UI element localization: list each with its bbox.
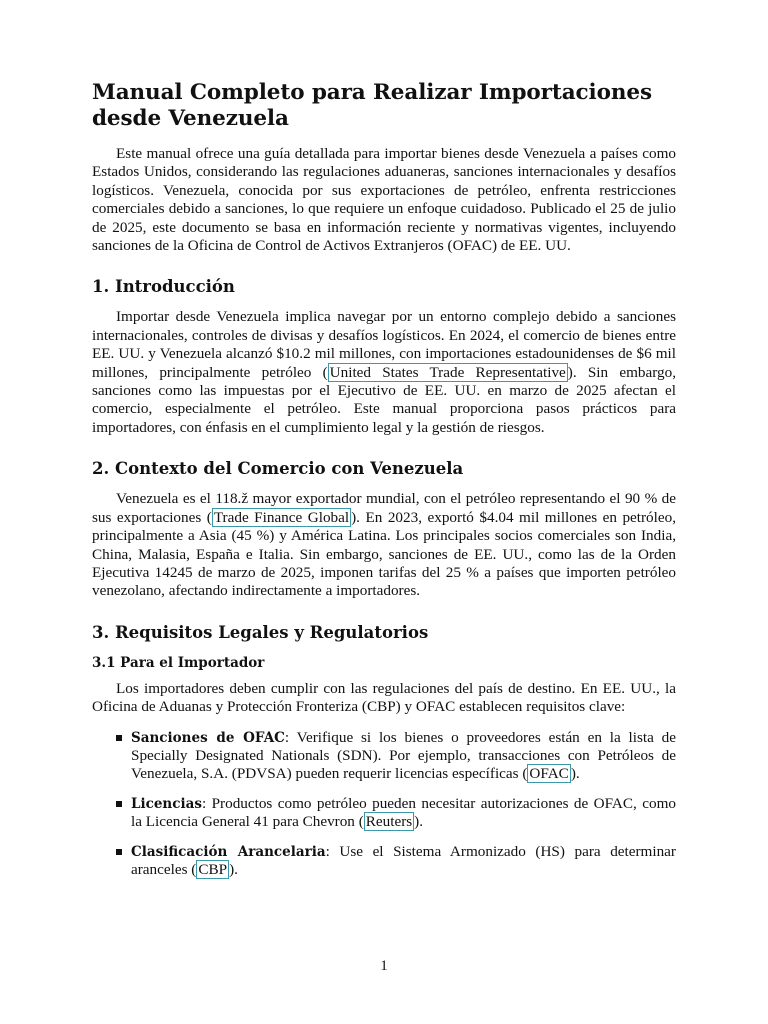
list-item — [92, 729, 676, 784]
section-1-text-b: ). Sin embargo, sanciones como las impuestas por el Ejecutivo de EE. UU. en marzo de 2025 afectan el comercio, especialmente el petróleo. Este manual proporciona pasos prácticos para importadores, con énfasis en el cumplimiento legal y la gestión de riesgos. — [92, 363, 676, 436]
list-item-term: Clasificación Arancelaria — [131, 843, 326, 860]
intro-paragraph: Este manual ofrece una guía detallada para importar bienes desde Venezuela a países como Estados Unidos, considerando las regulaciones aduaneras, sanciones internacionales y desafíos logísticos. Venezuela, conocida por sus exportaciones de petróleo, enfrenta restricciones comerciales debido a sanciones, lo que requiere un enfoque cuidadoso. Publicado el 25 de julio de 2025, este documento se basa en información reciente y normativas vigentes, incluyendo sanciones de la Oficina de Control de Activos Extranjeros (OFAC) de EE. UU. — [92, 145, 676, 255]
requirements-list — [92, 729, 676, 880]
list-item-term: Sanciones de OFAC — [131, 729, 285, 746]
section-3-paragraph: Los importadores deben cumplir con las regulaciones del país de destino. En EE. UU., la Oficina de Aduanas y Protección Fronteriza (CBP) y OFAC establecen requisitos clave: — [92, 679, 676, 716]
document-title: Manual Completo para Realizar Importaciones desde Venezuela — [92, 80, 652, 131]
section-1-paragraph — [92, 308, 676, 437]
section-1-text-a: Importar desde Venezuela implica navegar por un entorno complejo debido a sanciones internacionales, controles de divisas y desafíos logísticos. En 2024, el comercio de bienes entre EE. UU. y Venezuela alcanzó $10.2 mil millones, con importaciones estadounidenses de $6 mil millones, principalmente petróleo ( — [92, 308, 676, 381]
section-2-paragraph — [92, 490, 676, 600]
bullet-icon — [116, 801, 122, 807]
list-item-text-a: : Productos como petróleo pueden necesitar autorizaciones de OFAC, como la Licencia General 41 para Chevron ( — [131, 794, 676, 831]
section-1-heading: 1. Introducción — [92, 277, 235, 297]
list-item-text-b: ). — [414, 813, 424, 831]
section-3-heading: 3. Requisitos Legales y Regulatorios — [92, 622, 429, 642]
page-number: 1 — [380, 958, 388, 974]
list-item-text-a: : Verifique si los bienes o proveedores están en la lista de Specially Designated Nationals (SDN). Por ejemplo, transacciones con Petróleos de Venezuela, S.A. (PDVSA) pueden requerir licencias específicas ( — [131, 728, 676, 783]
list-item-term: Licencias — [131, 795, 202, 812]
ustr-link[interactable]: United States Trade Representative — [329, 363, 566, 381]
ofac-link[interactable]: OFAC — [529, 765, 569, 783]
section-2-text-b: ). En 2023, exportó $4.04 mil millones en petróleo, principalmente a Asia (45 %) y América Latina. Los principales socios comerciales son India, China, Malasia, España e Italia. Sin embargo, sanciones de EE. UU., como las de la Orden Ejecutiva 14245 de marzo de 2025, imponen tarifas del 25 % a países que importen petróleo venezolano, afectando indirectamente a importadores. — [92, 508, 677, 600]
list-item — [92, 795, 676, 832]
list-item-text-b: ). — [570, 765, 580, 783]
document-page — [92, 80, 676, 890]
list-item — [92, 843, 676, 880]
trade-finance-global-link[interactable]: Trade Finance Global — [213, 508, 350, 526]
list-item-text-a: : Use el Sistema Armonizado (HS) para determinar aranceles ( — [131, 842, 676, 878]
section-2-text-a: Venezuela es el 118.ž mayor exportador mundial, con el petróleo representando el 90 % de sus exportaciones ( — [92, 490, 676, 526]
list-item-text-b: ). — [229, 860, 238, 878]
reuters-link[interactable]: Reuters — [365, 813, 413, 831]
section-3-1-heading: 3.1 Para el Importador — [92, 654, 265, 671]
cbp-link[interactable]: CBP — [198, 860, 228, 878]
section-2-heading: 2. Contexto del Comercio con Venezuela — [92, 459, 464, 479]
bullet-icon — [116, 849, 122, 855]
bullet-icon — [116, 735, 122, 741]
